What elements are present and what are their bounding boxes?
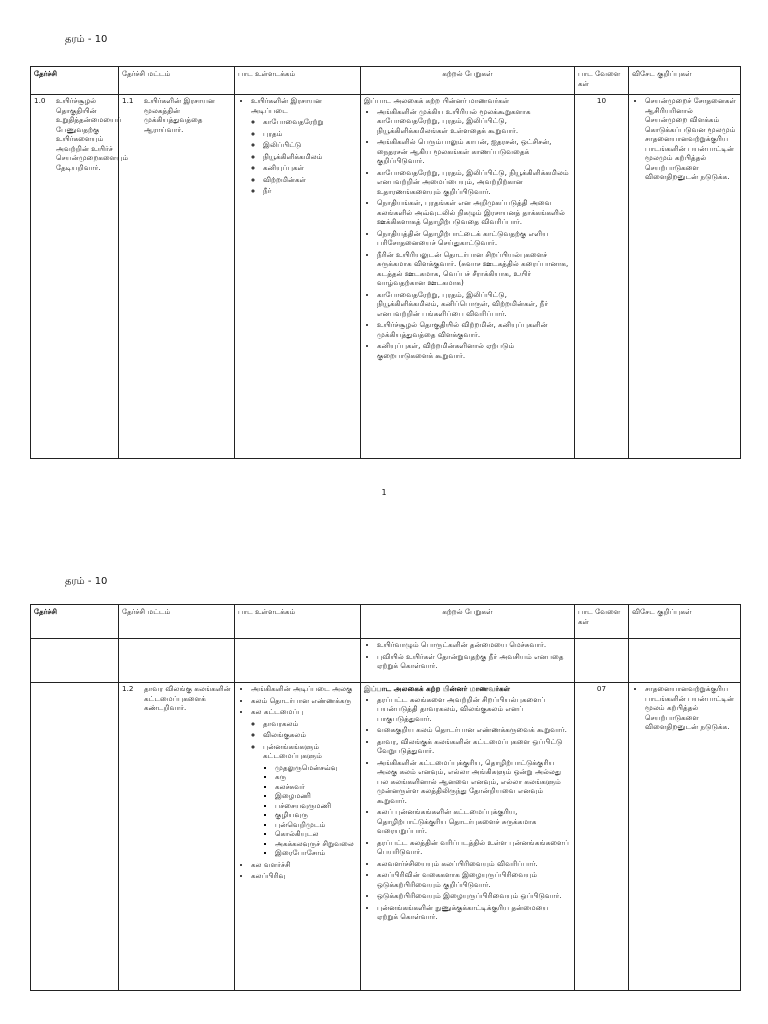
- header-competency: தேர்ச்சி: [31, 67, 119, 95]
- list-item: • ஒடுக்கற்பிரிவையும் இழையுருப்பிரிவையும் ஒப்பிடுவார்.: [377, 891, 571, 901]
- list-item: ▪ இரைபோசோம்: [275, 848, 357, 858]
- competency-number: 1.0: [34, 96, 46, 105]
- list-item: ◦ இலிப்பிட்டு: [263, 140, 357, 150]
- notes-cell: [629, 683, 741, 991]
- outcomes-lead: இப்பாட அலகைக் கற்ற பின்னர் மாணவர்கள்: [364, 684, 511, 693]
- header-competency: தேர்ச்சி: [31, 605, 119, 639]
- curriculum-table-page2: [30, 604, 741, 991]
- outcomes-cell: [361, 683, 575, 991]
- list-item: ▪ புன்வெறிமுடம்: [275, 820, 357, 830]
- content-list: [238, 684, 357, 881]
- special-note: • செயன்முறைச் சோதனைகள் ஆசிரியரினால் செயன்முறை விளக்கம் கொடுக்கப்படுவன மூலமும் சாதனையானவற்றுக்குரிய பாடங்களின் பயன்பாட்டின் மூலமும் கற்பித்தல் செயற்பாடுகளை விளைதிறனுடன் நடுடுக்க.: [645, 96, 737, 182]
- outcomes-cell: [361, 95, 575, 459]
- page-number: 1: [381, 488, 387, 497]
- competency-level-number: 1.1: [122, 96, 134, 105]
- list-item: • வகைகுறிய கலம் தொடர்பான எண்ணக்கருவைக் கூறுவார்.: [377, 725, 571, 735]
- header-special-notes: விசேட குறிப்புகள்: [629, 605, 741, 639]
- list-item: ▪ குழியவுரு: [275, 810, 357, 820]
- list-item: • உயிர்ச்சூழல் தொகுதியில் விற்றமின், கனியுப்புகளின் முக்கியத்துவத்தை விளக்குவார்.: [377, 320, 571, 339]
- list-item: • காபோவைதரேற்று, புரதம், இலிப்பிட்டு, நியூக்கிளிக்கமிலம், கனிப்பொருள், விற்றமின்கள், நீர் எனபவற்றின் பங்களிப்பை விவரிப்பார்.: [377, 290, 571, 319]
- competency-level-cell: [119, 95, 235, 459]
- header-learning-outcomes: கற்றல் பேறுகள்: [361, 67, 575, 95]
- outcomes-lead: இப்பாட அலகைக் கற்ற பின்னர் மாணவர்கள்: [364, 96, 510, 105]
- notes-cell: [629, 95, 741, 459]
- list-item: • உயிர்வாழும் பொருட்களின் தன்மையை மெச்சுவார்.: [377, 640, 571, 650]
- list-item: • கலப் புன்னங்கங்களின் கட்டமைப்புக்குரிய, தொழிற்பாட்டுக்குரிய தொடர்புகளைச் சுருக்கமாக வரையறுப்பார்.: [377, 807, 571, 836]
- list-item: • தரப்பட்ட கலத்தின் வரிப்படத்தில் உள்ள புன்னங்கங்களைப் பெயரிடுவார்.: [377, 838, 571, 857]
- table-row: [31, 639, 741, 683]
- table-row: [31, 95, 741, 459]
- competency-text: உயிர்ச்சூழல் தொகுதியின் உறுதித்தன்மையைப் பேணுவதற்கு உயிர்களையும் அவற்றின் உயிர்ச் செயன்முறைகளையும் தேடியறிவார்.: [56, 96, 129, 172]
- list-item: • புவியில் உயிர்கள் தோன்றுவதற்கு நீர் அவசியம் எனபதை ஏற்றுக் கொள்வார்.: [377, 652, 571, 671]
- outcomes-list: [364, 640, 571, 671]
- header-periods: பாட வேளை கள்: [575, 67, 629, 95]
- list-item: • நீரின் உயிரியலுடன் தொடர்பான சிறப்பியல்புகளைச் சுருக்கமாக விளக்குவார். (சுவாச ஊடகத்தில் கரைப்பானாக, கடத்தல் ஊடகமாக, வெப்பச் சீராக்கியாக, உயிர் வாழ்வதற்கான ஊடகமாக): [377, 250, 571, 288]
- list-item: ◦ தாவரகலம்: [263, 719, 357, 729]
- header-periods: பாட வேளை கள்: [575, 605, 629, 639]
- list-item: ▪ இழைமணி: [275, 791, 357, 801]
- list-item: • அங்கிகளில் பெரும்பாலும் காபன், ஐதரசன், ஒட்சிசன், நைதரசன் ஆகிய மூலகங்கள் காணப்படுவதைக் குறிப்பிடுவார்.: [377, 137, 571, 166]
- list-item: ▪ பச்சையவுருமணி: [275, 801, 357, 811]
- special-note: • சாதனையானவற்றுக்குரிய பாடங்களின் பயன்பாட்டின் மூலம் கற்பித்தல் செயற்பாடுகளை விளைதிறனுடன் நடுடுக்க.: [645, 684, 737, 732]
- list-item: • தரப்பட்ட கலங்களை அவற்றின் சிறப்பியல்புகளைப் பயன்படுத்தி தாவரகலம், விலங்குகலம் எனப் பாகுபடுத்துவார்.: [377, 695, 571, 724]
- list-item: • நொதியத்தின் தொழிற்பாட்டைக் காட்டுவதற்கு எளிய பரிசோதனையைச் செய்துகாட்டுவார்.: [377, 229, 571, 248]
- table-header-row: [31, 605, 741, 639]
- list-item: ◦ காபோவைதரேற்று: [263, 117, 357, 127]
- list-item: • கலவளர்ச்சியையும் கலப்பிரிவையும் விவரிப்பார்.: [377, 859, 571, 869]
- table-row: [31, 683, 741, 991]
- periods-cell: 10: [575, 95, 629, 459]
- list-item: ▪ முதலுருமென்சவ்வு: [275, 763, 357, 773]
- list-item: • கல கட்டமைப்பு: [251, 707, 357, 717]
- list-item: ▪ கரு: [275, 772, 357, 782]
- list-item: ◦ நியூக்கிளிக்கமிலம்: [263, 152, 357, 162]
- competency-level-cell: [119, 683, 235, 991]
- list-item: • நொதியங்கள், புரதங்கள் என அறிமுகப்படுத்தி அவை கலங்களில் அவ்வுடலில் நிகழும் இரசாயனத் தாக்கங்களில் ஊக்கிகளாகத் தொழிற்படுவதை விவரிப்பார்.: [377, 198, 571, 227]
- competency-level-text: தாவர விலங்கு கலங்களின் கட்டமைப்புகளைக் கண்டறிவார்.: [144, 684, 231, 712]
- content-cell: [235, 683, 361, 991]
- outcomes-list: [364, 695, 571, 922]
- list-item: • கல வளர்ச்சி: [251, 860, 357, 870]
- grade-label: தரம் - 10: [65, 576, 108, 587]
- list-item: • அங்கிகளின் முக்கிய உயிரியல் மூலக்கூறுகளாக காபோவைதரேற்று, புரதம், இலிப்பிட்டு, நியூக்கிளிக்கமிலங்கள் உள்ளதைக் கூறுவார்.: [377, 107, 571, 136]
- header-special-notes: விசேட குறிப்புகள்: [629, 67, 741, 95]
- list-item: ◦ கனியுப்புகள்: [263, 163, 357, 173]
- list-item: • உயிர்களின் இரசாயன அடிப்படை: [251, 96, 357, 115]
- list-item: • காபோவைதரேற்று, புரதம், இலிப்பிட்டு, நியூக்கிளிக்கமிலம் எனபவற்றின் அமைப்பையும், அவற்றிற்கான உதாரணங்களையும் குறிப்பிடுவார்.: [377, 168, 571, 197]
- curriculum-table-page1: [30, 66, 741, 459]
- list-item: • கலம் தொடர்பான எண்ணக்கரு: [251, 696, 357, 706]
- periods-cell: 07: [575, 683, 629, 991]
- outcomes-cell: [361, 639, 575, 683]
- header-learning-outcomes: கற்றல் பேறுகள்: [361, 605, 575, 639]
- list-item: ▪ கலச்சுவர்: [275, 782, 357, 792]
- outcomes-list: [364, 107, 571, 361]
- list-item: ◦ புன்னங்கங்களும் கட்டமைப்புகளும்: [263, 742, 357, 761]
- list-item: • அங்கிகளின் அடிப்படை அலகு: [251, 684, 357, 694]
- table-header-row: [31, 67, 741, 95]
- list-item: ◦ விலங்குகலம்: [263, 730, 357, 740]
- list-item: ◦ புரதம்: [263, 129, 357, 139]
- header-content: பாட உள்ளடக்கம்: [235, 605, 361, 639]
- header-competency-level: தேர்ச்சி மட்டம்: [119, 605, 235, 639]
- content-list: [238, 96, 357, 196]
- header-competency-level: தேர்ச்சி மட்டம்: [119, 67, 235, 95]
- content-cell: [235, 95, 361, 459]
- list-item: • கலப்பிரிவு: [251, 871, 357, 881]
- list-item: ▪ அகக்கலவுருச் சிறுவலை: [275, 839, 357, 849]
- competency-level-text: உயிர்களின் இரசாயன மூலகத்தின் முக்கியத்துவத்தை ஆராய்வார்.: [144, 96, 216, 134]
- list-item: • புன்னங்கங்களின் நுணுக்குக்காட்டிக்குரிய தன்மையை ஏற்றுக் கொள்வார்.: [377, 903, 571, 922]
- list-item: • கலப்பிரிவின் வகைகளாக இழையுருப்பிரிவையும் ஒடுக்கற்பிரிவையும் குறிப்பிடுவார்.: [377, 870, 571, 889]
- competency-level-number: 1.2: [122, 684, 134, 693]
- list-item: • கனியுப்புகள், விற்றமின்களினால் ஏற்படும் குறைபாடுகளைக் கூறுவார்.: [377, 341, 571, 360]
- list-item: ▪ கொல்கியுடல: [275, 829, 357, 839]
- header-content: பாட உள்ளடக்கம்: [235, 67, 361, 95]
- list-item: ◦ நீர்: [263, 186, 357, 196]
- list-item: • அங்கிகளின் கட்டமைப்புக்குரிய, தொழிற்பாட்டுக்குரிய அலகு கலம் எனவும், எல்லா அங்கிகளும் ஒன்று அல்லது பல கலங்களினால் ஆனவை எனவும், எல்லா கலங்களும் முன்னருள்ள கலத்திலிருந்து தோன்றியவை எனவும் கூறுவார்.: [377, 758, 571, 806]
- grade-label: தரம் - 10: [65, 34, 108, 45]
- list-item: ◦ விற்றமின்கள்: [263, 175, 357, 185]
- list-item: • தாவர, விலங்குக் கலங்களின் கட்டமைப்புகளை ஒப்பிட்டு வேறுபடுத்துவார்.: [377, 737, 571, 756]
